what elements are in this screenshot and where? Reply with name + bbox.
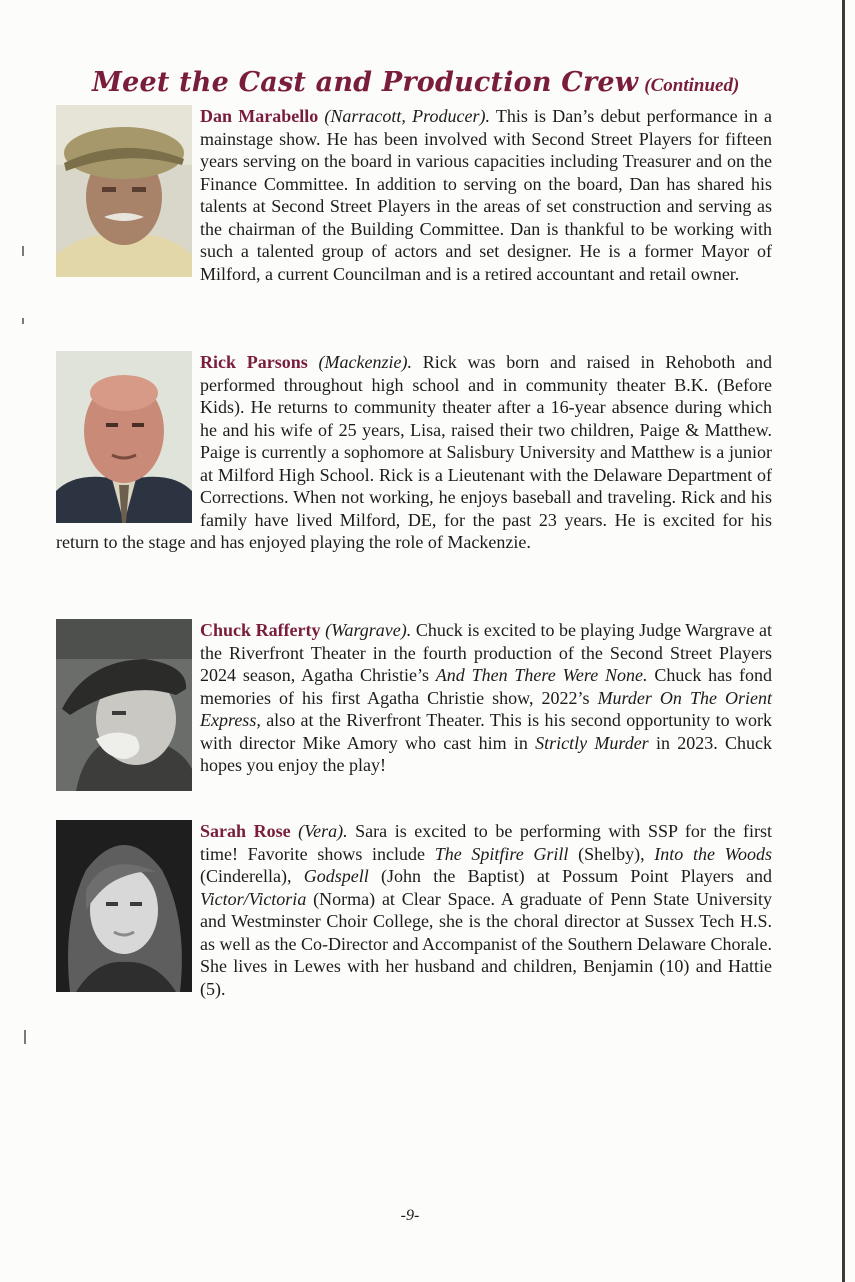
show-title: Victor/Victoria: [200, 888, 307, 909]
show-title: Strictly Murder: [535, 732, 649, 753]
bio-text: Chuck has fond memories of his first Agatha Christie show, 2022’s: [200, 665, 772, 708]
cast-role: (Vera).: [298, 821, 348, 841]
bio-sarah-rose: [56, 820, 772, 1000]
headshot-dan-marabello: [56, 105, 192, 277]
page-title-continued: (Continued): [644, 75, 740, 96]
scan-speck: [22, 318, 24, 324]
show-title: Godspell: [303, 866, 369, 886]
scan-speck: [22, 246, 24, 256]
bio-text: This is Dan’s debut performance in a mainstage show. He has been involved with Second Street Players for fifteen years serving on the board in various capacities including Treasurer and on the Finance Committee. In addition to serving on the board, Dan has shared his talents at Second Street Players in the areas of set construction and serving as the chairman of the Building Committee. Dan is thankful to be working with such a talented group of actors and set designer. He is a former Mayor of Milford, a current Councilman and is a retired accountant and retail owner.: [200, 106, 773, 284]
cast-name: Chuck Rafferty: [200, 620, 321, 640]
page-edge-shadow: [842, 0, 845, 1282]
bio-text: Rick was born and raised in Rehoboth and performed throughout high school and in community theater B.K. (Before Kids). He returns to community theater after a 16-year absence during which he and his wife of 25 years, Lisa, raised their two children, Paige & Matthew. Paige is currently a sophomore at Salisbury University and Matthew is a junior at Milford High School. Rick is a Lieutenant with the Delaware Department of Corrections. When not working, he enjoys baseball and traveling. Rick and his family have lived Milford, DE, for the past 23 years. He is excited for his return to the stage and has enjoyed playing the role of Mackenzie.: [56, 352, 772, 552]
cast-name: Sarah Rose: [200, 821, 291, 841]
bio-chuck-rafferty: [56, 619, 772, 793]
cast-name: Dan Marabello: [200, 106, 319, 126]
headshot-rick-parsons: [56, 351, 192, 523]
bio-text: (Norma) at Clear Space. A graduate of Penn State University and Westminster Choir College, she is the choral director at Sussex Tech H.S. as well as the Co-Director and Accompanist of the Southern Delaware Chorale. She lives in Lewes with her husband and children, Benjamin (10) and Hattie (5).: [200, 888, 772, 999]
cast-role: (Mackenzie).: [318, 352, 412, 372]
show-title: Murder On The Orient Express,: [200, 687, 772, 730]
bio-text: (Shelby),: [568, 843, 655, 864]
headshot-chuck-rafferty: [56, 619, 192, 791]
show-title: The Spitfire Grill: [434, 843, 569, 864]
show-title: And Then There Were None.: [435, 665, 648, 685]
headshot-sarah-rose: [56, 820, 192, 992]
bio-text: Sara is excited to be performing with SSP for the first time! Favorite shows include: [200, 821, 772, 864]
bio-text: also at the Riverfront Theater. This is his second opportunity to work with director Mike Amory who cast him in: [200, 710, 772, 753]
scan-speck: [24, 1030, 26, 1044]
bio-dan-marabello: [56, 105, 772, 285]
bio-text: (John the Baptist) at Possum Point Players and: [368, 866, 772, 886]
bio-text: in 2023. Chuck hopes you enjoy the play!: [200, 732, 773, 775]
show-title: Into the Woods: [654, 843, 772, 864]
bio-text: Chuck is excited to be playing Judge Wargrave at the Riverfront Theater in the fourth production of the Second Street Players 2024 season, Agatha Christie’s: [200, 620, 773, 685]
page-title-main: Meet the Cast and Production Crew: [92, 67, 639, 98]
cast-role: (Narracott, Producer).: [324, 106, 490, 126]
cast-role: (Wargrave).: [325, 620, 412, 640]
bio-rick-parsons: [56, 351, 772, 554]
page-number: -9-: [400, 1207, 420, 1224]
cast-name: Rick Parsons: [200, 352, 308, 372]
page-title: [92, 62, 739, 99]
bio-text: (Cinderella),: [200, 866, 304, 886]
